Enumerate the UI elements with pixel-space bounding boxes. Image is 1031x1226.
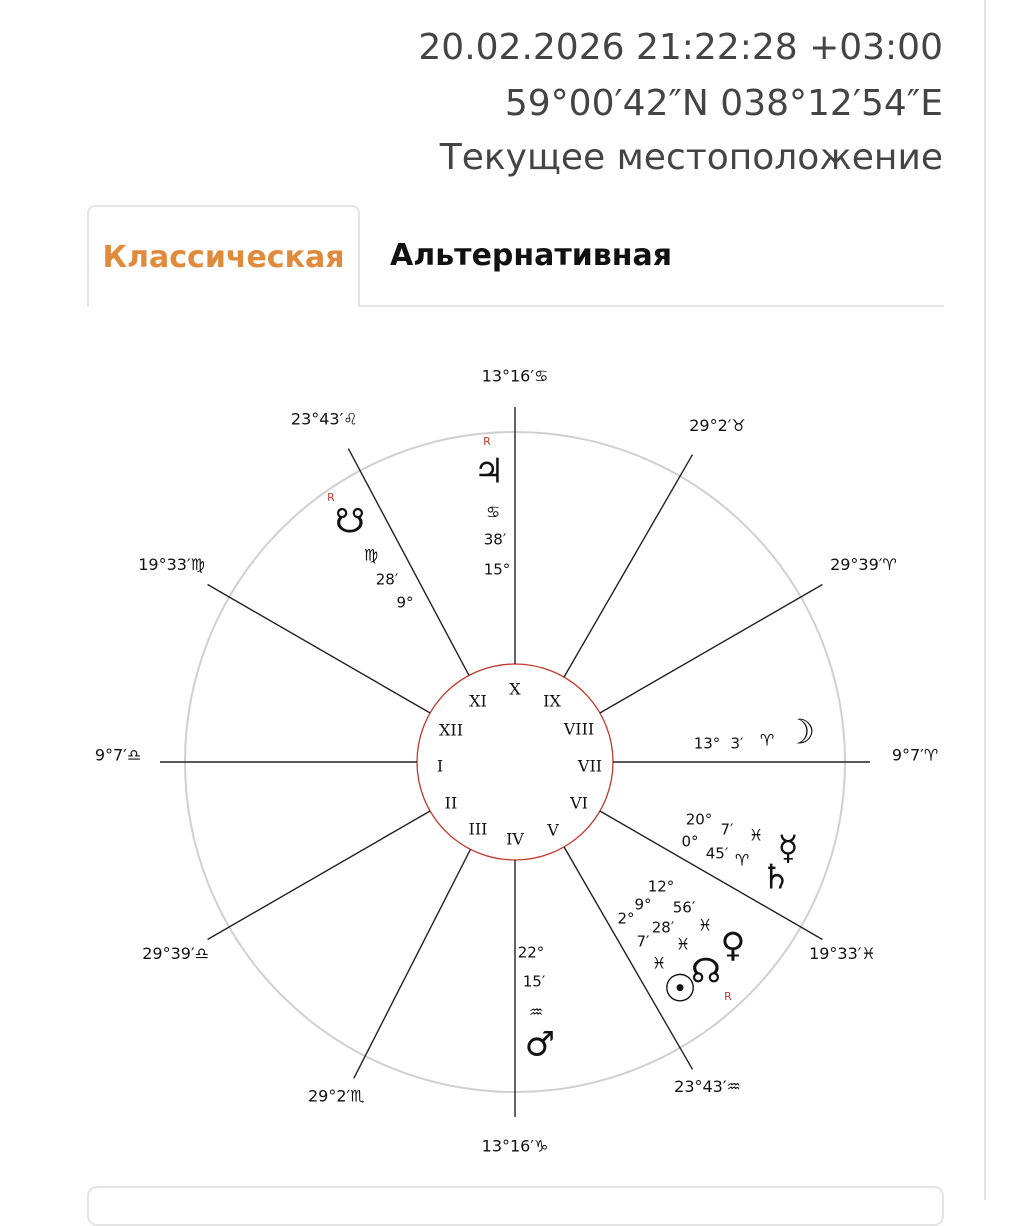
south-node-sign: ♍ [363,545,379,565]
cusp-line-III [354,849,471,1078]
cusp-label-III: 29°2′♏ [307,1086,365,1106]
house-numeral-I: I [436,756,444,776]
saturn-minutes: 45′ [705,844,729,863]
moon-minutes: 3′ [730,734,744,753]
cusp-label-I: 9°7′♎ [94,745,142,765]
house-numeral-II: II [444,793,458,813]
chart-type-tabs [87,205,944,307]
cusp-label-VI: 19°33′♓ [809,944,876,963]
tab-alternative[interactable]: Альтернативная [390,237,672,273]
north-node-glyph: ☊ [690,951,722,992]
cusp-line-II [208,811,431,940]
north-node-degrees: 9° [634,895,652,914]
bottom-card [87,1186,944,1226]
house-numeral-XI: XI [469,691,487,711]
sun-glyph: ☉ [662,966,698,1011]
house-numeral-IV: IV [506,829,524,849]
venus-degrees: 12° [647,877,675,896]
jupiter-sign: ♋ [485,502,501,522]
moon-glyph: ☽ [784,712,816,753]
sun-sign: ♓ [651,953,667,973]
jupiter-degrees: 15° [483,560,511,579]
venus-sign: ♓ [697,915,713,935]
mercury-sign: ♓ [748,825,764,845]
cusp-label-VII: 9°7′♈ [891,745,939,765]
cusp-label-X: 13°16′♋ [481,366,549,386]
house-numeral-III: III [468,819,488,839]
saturn-sign: ♈ [734,850,750,870]
saturn-glyph: ♄ [760,857,792,898]
jupiter-minutes: 38′ [483,530,507,549]
cusp-label-IX: 29°2′♉ [689,416,746,436]
north-node-sign: ♓ [675,934,691,954]
house-numeral-VI: VI [570,793,588,813]
cusp-label-V: 23°43′♒ [674,1076,741,1096]
mercury-minutes: 7′ [720,820,734,839]
jupiter-glyph: ♃ [473,451,505,492]
cusp-label-XI: 23°43′♌ [290,409,358,429]
cusp-line-IX [564,455,693,678]
house-numeral-VIII: VIII [563,719,595,739]
house-numeral-XII: XII [438,720,464,740]
mercury-degrees: 20° [685,810,713,829]
moon-degrees: 13° [693,734,721,753]
house-numeral-V: V [547,820,559,840]
south-node-glyph: ☋ [334,501,366,542]
sun-minutes: 7′ [636,932,650,951]
sun-degrees: 2° [617,909,635,928]
cusp-label-XII: 19°33′♍ [138,555,205,574]
mercury-glyph: ☿ [777,828,799,869]
jupiter-retro-mark: R [483,435,491,448]
venus-minutes: 56′ [672,898,696,917]
chart-coordinates: 59°00′42″N 038°12′54″E [504,83,943,124]
house-chart [0,330,1031,1160]
cusp-line-VIII [600,585,823,714]
south-node-retro-mark: R [327,491,335,504]
cusp-label-IV: 13°16′♑ [481,1136,549,1156]
mars-glyph: ♂ [524,1024,556,1065]
mars-minutes: 15′ [522,972,546,991]
mars-sign: ♒ [528,1002,544,1022]
chart-location[interactable]: Текущее местоположение [439,137,943,178]
north-node-retro-mark: R [724,990,732,1003]
saturn-degrees: 0° [681,832,699,851]
tab-classic[interactable]: Классическая [87,205,360,307]
chart-datetime: 20.02.2026 21:22:28 +03:00 [418,27,943,68]
mars-degrees: 22° [517,943,545,962]
cusp-label-II: 29°39′♎ [142,944,209,963]
south-node-minutes: 28′ [375,570,399,589]
house-numeral-X: X [509,679,521,699]
cusp-label-VIII: 29°39′♈ [830,555,897,574]
venus-glyph: ♀ [720,925,746,966]
south-node-degrees: 9° [396,593,414,612]
house-numeral-VII: VII [577,756,603,776]
house-numeral-IX: IX [543,691,561,711]
moon-sign: ♈ [759,730,775,750]
north-node-minutes: 28′ [651,918,675,937]
